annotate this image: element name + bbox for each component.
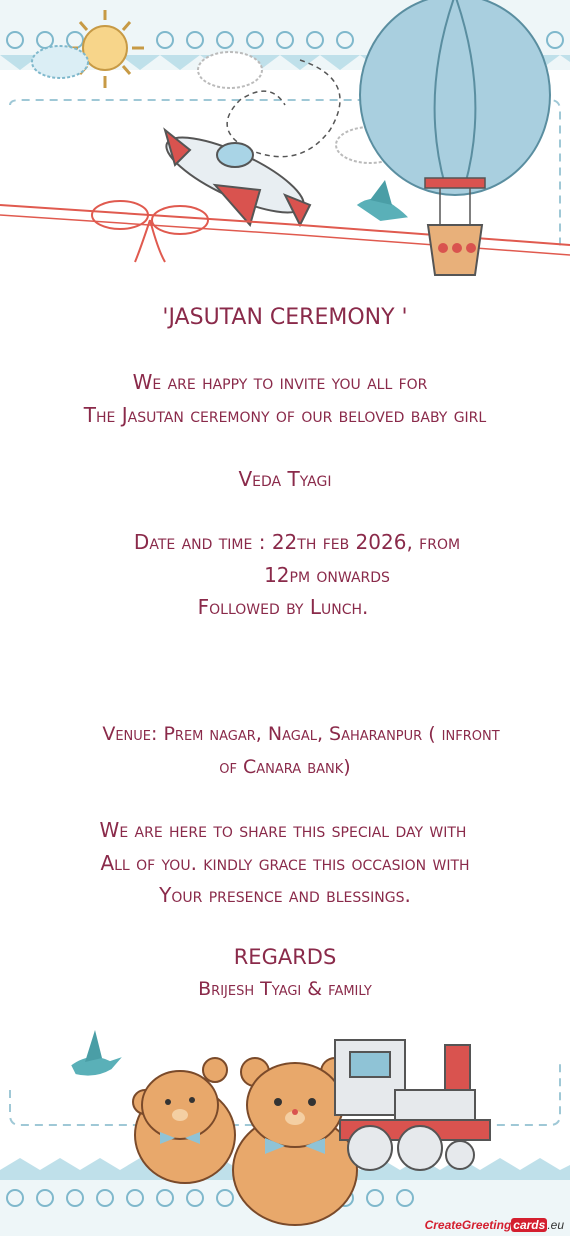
brand-part-3: .eu	[547, 1218, 564, 1232]
regards-heading: REGARDS	[233, 945, 337, 969]
brand-logo[interactable]	[425, 1218, 564, 1232]
bird-icon	[70, 1030, 125, 1077]
message-line-1: We are here to share this special day with	[99, 818, 467, 842]
sender-name: Brijesh Tyagi & family	[198, 978, 372, 1000]
message-line-2: All of you. kindly grace this occasion with	[100, 851, 470, 875]
hot-air-balloon-icon	[360, 0, 550, 275]
top-illustration	[0, 0, 570, 300]
followup-line: Followed by Lunch.	[197, 595, 369, 619]
bird-icon	[355, 180, 410, 222]
venue-line-1: Venue: Prem nagar, Nagal, Saharanpur ( infront	[102, 723, 500, 745]
invite-line-1: We are happy to invite you all for	[132, 370, 428, 394]
toy-train-icon	[335, 1040, 490, 1170]
message-line-3: Your presence and blessings.	[159, 883, 411, 907]
date-line-2: 12pm onwards	[264, 563, 390, 587]
bow-icon	[92, 201, 208, 262]
brand-part-2: cards	[513, 1218, 546, 1232]
date-line-1: Date and time : 22th feb 2026, from	[133, 530, 461, 554]
ceremony-title: 'JASUTAN CEREMONY '	[162, 305, 408, 330]
baby-name: Veda Tyagi	[238, 467, 332, 491]
bottom-illustration	[0, 1020, 570, 1236]
airplane-icon	[158, 123, 313, 226]
teddy-bear-small-icon	[133, 1058, 235, 1183]
invite-line-2: The Jasutan ceremony of our beloved baby girl	[83, 403, 487, 427]
brand-part-1: CreateGreeting	[424, 1218, 512, 1232]
venue-line-2: of Canara bank)	[219, 756, 351, 778]
